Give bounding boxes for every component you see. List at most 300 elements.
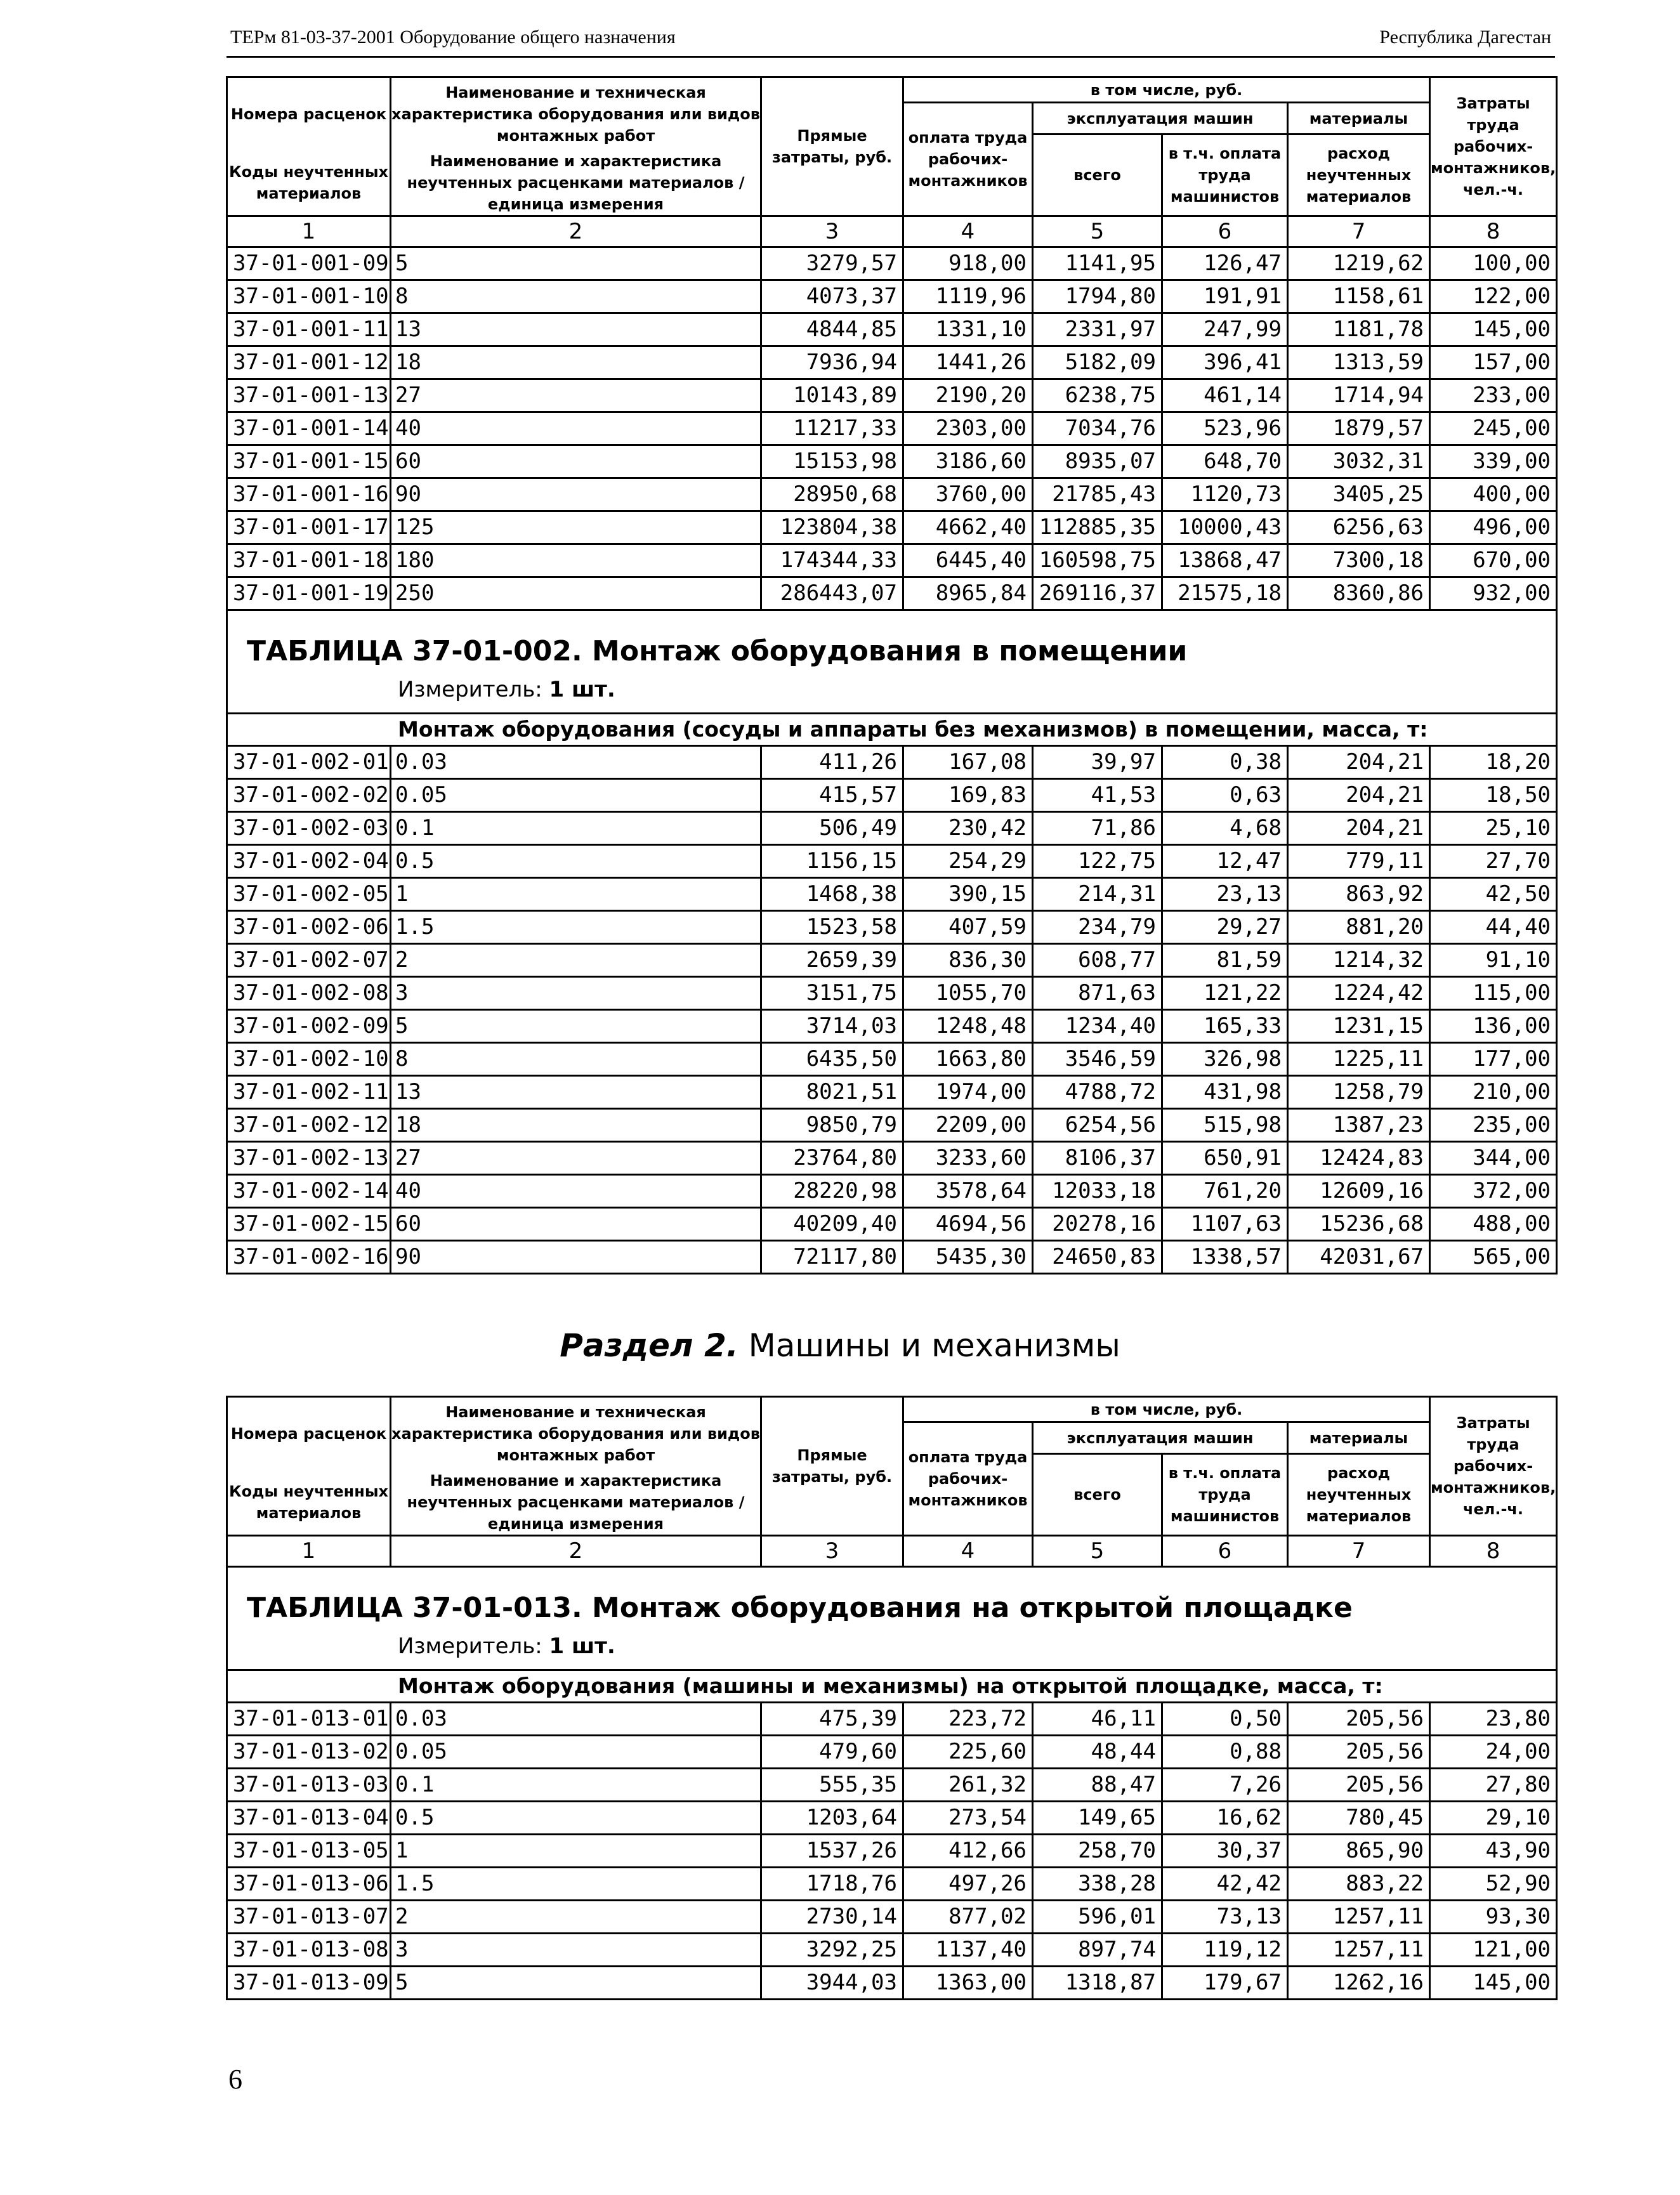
cell-direct-costs: 411,26 (761, 745, 903, 778)
cell-machines-total: 149,65 (1033, 1801, 1162, 1834)
cell-labor-costs: 42,50 (1430, 877, 1557, 910)
cell-rate-name: 0.1 (391, 1768, 761, 1801)
cell-direct-costs: 1537,26 (761, 1834, 903, 1867)
table-row (227, 1900, 1557, 1933)
cell-direct-costs: 174344,33 (761, 544, 903, 577)
cell-materials: 1258,79 (1288, 1075, 1430, 1108)
cell-machinists-pay: 179,67 (1162, 1966, 1288, 1999)
cell-direct-costs: 2730,14 (761, 1900, 903, 1933)
col-labor-pay: оплата труда рабочих-монтажников (903, 103, 1033, 216)
table3-group-heading: Монтаж оборудования (машины и механизмы) на открытой площадке, масса, т: (227, 1670, 1557, 1702)
table-row (227, 445, 1557, 478)
cell-labor-costs: 18,20 (1430, 745, 1557, 778)
cell-labor-costs: 400,00 (1430, 478, 1557, 511)
cell-labor-pay: 918,00 (903, 247, 1033, 280)
cell-rate-name: 1 (391, 877, 761, 910)
cell-machines-total: 338,28 (1033, 1867, 1162, 1900)
cell-direct-costs: 10143,89 (761, 379, 903, 412)
cell-materials: 1224,42 (1288, 976, 1430, 1009)
cell-labor-pay: 1119,96 (903, 280, 1033, 313)
col-num-4: 4 (903, 1535, 1033, 1566)
table-row (227, 1207, 1557, 1240)
cell-rate-name: 0.05 (391, 778, 761, 811)
cell-machinists-pay: 515,98 (1162, 1108, 1288, 1141)
col-num-8: 8 (1430, 216, 1557, 247)
cell-rate-name: 0.1 (391, 811, 761, 844)
col-num-1: 1 (227, 1535, 391, 1566)
cell-machinists-pay: 21575,18 (1162, 577, 1288, 610)
col-num-7: 7 (1288, 1535, 1430, 1566)
cell-rate-code: 37-01-013-03 (227, 1768, 391, 1801)
cell-labor-costs: 121,00 (1430, 1933, 1557, 1966)
table-row (227, 511, 1557, 544)
cell-materials: 1313,59 (1288, 346, 1430, 379)
cell-rate-code: 37-01-001-19 (227, 577, 391, 610)
cell-materials: 1231,15 (1288, 1009, 1430, 1042)
unit-label: Измеритель: (398, 1633, 542, 1659)
cell-machines-total: 21785,43 (1033, 478, 1162, 511)
cell-materials: 204,21 (1288, 745, 1430, 778)
cell-materials: 1225,11 (1288, 1042, 1430, 1075)
cell-direct-costs: 415,57 (761, 778, 903, 811)
cell-direct-costs: 7936,94 (761, 346, 903, 379)
table-row (227, 478, 1557, 511)
cell-direct-costs: 1468,38 (761, 877, 903, 910)
table-row (227, 844, 1557, 877)
cell-rate-code: 37-01-002-07 (227, 943, 391, 976)
cell-machines-total: 2331,97 (1033, 313, 1162, 346)
cell-rate-code: 37-01-001-15 (227, 445, 391, 478)
col-num-7: 7 (1288, 216, 1430, 247)
table-row (227, 1768, 1557, 1801)
table1-body (227, 247, 1557, 610)
cell-labor-costs: 18,50 (1430, 778, 1557, 811)
cell-direct-costs: 2659,39 (761, 943, 903, 976)
cell-machines-total: 41,53 (1033, 778, 1162, 811)
cell-labor-pay: 2190,20 (903, 379, 1033, 412)
col-num-5: 5 (1033, 216, 1162, 247)
cell-labor-costs: 157,00 (1430, 346, 1557, 379)
cell-machinists-pay: 650,91 (1162, 1141, 1288, 1174)
cell-direct-costs: 3714,03 (761, 1009, 903, 1042)
col-direct-costs: Прямые затраты, руб. (761, 1397, 903, 1536)
cell-rate-name: 250 (391, 577, 761, 610)
table-row (227, 1801, 1557, 1834)
table-row (227, 280, 1557, 313)
cell-materials: 1257,11 (1288, 1900, 1430, 1933)
cell-rate-code: 37-01-002-12 (227, 1108, 391, 1141)
cell-rate-name: 90 (391, 1240, 761, 1273)
cell-labor-costs: 44,40 (1430, 910, 1557, 943)
cell-direct-costs: 11217,33 (761, 412, 903, 445)
cell-materials: 780,45 (1288, 1801, 1430, 1834)
cell-rate-code: 37-01-002-09 (227, 1009, 391, 1042)
table3-title: ТАБЛИЦА 37-01-013. Монтаж оборудования на открытой площадке (247, 1591, 1353, 1624)
col-num-3: 3 (761, 1535, 903, 1566)
cell-materials: 42031,67 (1288, 1240, 1430, 1273)
table2-body (227, 745, 1557, 1273)
cell-labor-costs: 145,00 (1430, 313, 1557, 346)
cell-machines-total: 214,31 (1033, 877, 1162, 910)
cell-direct-costs: 8021,51 (761, 1075, 903, 1108)
cell-labor-costs: 210,00 (1430, 1075, 1557, 1108)
cell-labor-pay: 1248,48 (903, 1009, 1033, 1042)
cell-rate-code: 37-01-013-07 (227, 1900, 391, 1933)
col-unaccounted-materials: расход неучтенных материалов (1288, 134, 1430, 216)
cell-rate-code: 37-01-002-06 (227, 910, 391, 943)
cell-materials: 12424,83 (1288, 1141, 1430, 1174)
table-row (227, 1702, 1557, 1735)
cell-machinists-pay: 126,47 (1162, 247, 1288, 280)
col-num-8: 8 (1430, 1535, 1557, 1566)
cell-labor-pay: 1055,70 (903, 976, 1033, 1009)
cell-labor-pay: 412,66 (903, 1834, 1033, 1867)
cell-rate-code: 37-01-002-13 (227, 1141, 391, 1174)
cell-machinists-pay: 73,13 (1162, 1900, 1288, 1933)
cell-machinists-pay: 0,88 (1162, 1735, 1288, 1768)
cell-labor-pay: 497,26 (903, 1867, 1033, 1900)
cell-labor-costs: 100,00 (1430, 247, 1557, 280)
col-labor-costs: Затраты труда рабочих-монтажников, чел.-ч. (1430, 77, 1557, 216)
cell-labor-costs: 43,90 (1430, 1834, 1557, 1867)
cell-direct-costs: 1523,58 (761, 910, 903, 943)
cell-rate-name: 13 (391, 1075, 761, 1108)
cell-machinists-pay: 119,12 (1162, 1933, 1288, 1966)
cell-labor-pay: 261,32 (903, 1768, 1033, 1801)
cell-materials: 205,56 (1288, 1702, 1430, 1735)
cell-machines-total: 8106,37 (1033, 1141, 1162, 1174)
col-machinists-pay: в т.ч. оплата труда машинистов (1162, 134, 1288, 216)
cell-labor-costs: 52,90 (1430, 1867, 1557, 1900)
table3-unit (398, 1634, 615, 1659)
cell-rate-code: 37-01-013-04 (227, 1801, 391, 1834)
cell-labor-pay: 6445,40 (903, 544, 1033, 577)
cell-machinists-pay: 13868,47 (1162, 544, 1288, 577)
cell-labor-pay: 1363,00 (903, 1966, 1033, 1999)
cell-rate-name: 90 (391, 478, 761, 511)
cell-labor-pay: 1663,80 (903, 1042, 1033, 1075)
table-row (227, 745, 1557, 778)
table-row (227, 1075, 1557, 1108)
cell-labor-pay: 3233,60 (903, 1141, 1033, 1174)
cell-direct-costs: 28220,98 (761, 1174, 903, 1207)
cell-machines-total: 39,97 (1033, 745, 1162, 778)
cell-machinists-pay: 121,22 (1162, 976, 1288, 1009)
cell-labor-costs: 91,10 (1430, 943, 1557, 976)
cell-rate-name: 0.03 (391, 1702, 761, 1735)
cell-rate-code: 37-01-001-10 (227, 280, 391, 313)
cell-labor-costs: 136,00 (1430, 1009, 1557, 1042)
cell-direct-costs: 15153,98 (761, 445, 903, 478)
cell-labor-pay: 254,29 (903, 844, 1033, 877)
col-name-bottom: Наименование и характеристика неучтенных расценками материалов / единица измерения (391, 1470, 761, 1536)
cell-direct-costs: 23764,80 (761, 1141, 903, 1174)
table-row (227, 910, 1557, 943)
col-machines-total: всего (1033, 134, 1162, 216)
page-number: 6 (228, 2064, 242, 2095)
cell-materials: 1181,78 (1288, 313, 1430, 346)
table-row (227, 976, 1557, 1009)
cell-machinists-pay: 12,47 (1162, 844, 1288, 877)
cell-direct-costs: 9850,79 (761, 1108, 903, 1141)
section-label: Раздел 2. (560, 1327, 738, 1364)
cell-machines-total: 48,44 (1033, 1735, 1162, 1768)
cell-direct-costs: 123804,38 (761, 511, 903, 544)
cell-machines-total: 608,77 (1033, 943, 1162, 976)
col-num-4: 4 (903, 216, 1033, 247)
table-row (227, 877, 1557, 910)
cell-rate-code: 37-01-013-06 (227, 1867, 391, 1900)
cell-machines-total: 122,75 (1033, 844, 1162, 877)
cell-machinists-pay: 0,63 (1162, 778, 1288, 811)
cell-machinists-pay: 1107,63 (1162, 1207, 1288, 1240)
cell-machinists-pay: 16,62 (1162, 1801, 1288, 1834)
cell-labor-pay: 273,54 (903, 1801, 1033, 1834)
cell-rate-code: 37-01-013-01 (227, 1702, 391, 1735)
cell-machinists-pay: 761,20 (1162, 1174, 1288, 1207)
cell-rate-code: 37-01-002-05 (227, 877, 391, 910)
col-labor-pay: оплата труда рабочих-монтажников (903, 1422, 1033, 1536)
region-name: Республика Дагестан (1379, 27, 1551, 48)
cell-direct-costs: 28950,68 (761, 478, 903, 511)
table-row (227, 943, 1557, 976)
cell-materials: 3405,25 (1288, 478, 1430, 511)
cell-labor-pay: 8965,84 (903, 577, 1033, 610)
cell-direct-costs: 4073,37 (761, 280, 903, 313)
cell-machines-total: 8935,07 (1033, 445, 1162, 478)
cell-rate-code: 37-01-001-14 (227, 412, 391, 445)
cell-rate-name: 0.05 (391, 1735, 761, 1768)
table-row (227, 313, 1557, 346)
cell-materials: 1214,32 (1288, 943, 1430, 976)
cell-machines-total: 20278,16 (1033, 1207, 1162, 1240)
cell-rate-name: 0.5 (391, 844, 761, 877)
cell-machinists-pay: 1120,73 (1162, 478, 1288, 511)
cell-rate-code: 37-01-001-13 (227, 379, 391, 412)
cell-machines-total: 1318,87 (1033, 1966, 1162, 1999)
cell-materials: 205,56 (1288, 1735, 1430, 1768)
col-machines: эксплуатация машин (1033, 103, 1288, 134)
col-num-6: 6 (1162, 216, 1288, 247)
unit-value: 1 шт. (549, 676, 615, 702)
table-row (227, 1966, 1557, 1999)
cell-rate-code: 37-01-013-02 (227, 1735, 391, 1768)
col-num-1: 1 (227, 216, 391, 247)
cell-rate-name: 40 (391, 1174, 761, 1207)
cell-rate-code: 37-01-001-09 (227, 247, 391, 280)
table-row (227, 811, 1557, 844)
col-including: в том числе, руб. (903, 77, 1430, 103)
cell-materials: 7300,18 (1288, 544, 1430, 577)
cell-rate-code: 37-01-002-15 (227, 1207, 391, 1240)
cell-machinists-pay: 431,98 (1162, 1075, 1288, 1108)
col-machinists-pay: в т.ч. оплата труда машинистов (1162, 1454, 1288, 1536)
cell-rate-code: 37-01-001-16 (227, 478, 391, 511)
cell-labor-costs: 93,30 (1430, 1900, 1557, 1933)
cell-machinists-pay: 0,38 (1162, 745, 1288, 778)
cell-rate-name: 2 (391, 1900, 761, 1933)
cell-machines-total: 596,01 (1033, 1900, 1162, 1933)
cell-materials: 1387,23 (1288, 1108, 1430, 1141)
cell-materials: 205,56 (1288, 1768, 1430, 1801)
cell-rate-name: 1.5 (391, 1867, 761, 1900)
cell-materials: 863,92 (1288, 877, 1430, 910)
cell-direct-costs: 40209,40 (761, 1207, 903, 1240)
cell-rate-name: 27 (391, 379, 761, 412)
cell-rate-code: 37-01-002-10 (227, 1042, 391, 1075)
cell-rate-name: 18 (391, 346, 761, 379)
cell-machines-total: 897,74 (1033, 1933, 1162, 1966)
table2-title-block (227, 610, 1557, 713)
col-unaccounted-materials: расход неучтенных материалов (1288, 1454, 1430, 1536)
cell-machinists-pay: 0,50 (1162, 1702, 1288, 1735)
cell-labor-pay: 167,08 (903, 745, 1033, 778)
cell-labor-pay: 4694,56 (903, 1207, 1033, 1240)
unit-label: Измеритель: (398, 676, 542, 702)
cell-machinists-pay: 81,59 (1162, 943, 1288, 976)
cell-machines-total: 46,11 (1033, 1702, 1162, 1735)
cell-materials: 881,20 (1288, 910, 1430, 943)
cell-machines-total: 160598,75 (1033, 544, 1162, 577)
table2-title: ТАБЛИЦА 37-01-002. Монтаж оборудования в помещении (247, 634, 1188, 667)
table-row (227, 412, 1557, 445)
cell-machinists-pay: 23,13 (1162, 877, 1288, 910)
cell-materials: 1158,61 (1288, 280, 1430, 313)
cell-labor-costs: 670,00 (1430, 544, 1557, 577)
cell-machinists-pay: 523,96 (1162, 412, 1288, 445)
table3-title-block (227, 1566, 1557, 1670)
col-including: в том числе, руб. (903, 1397, 1430, 1422)
cell-direct-costs: 286443,07 (761, 577, 903, 610)
table3-body (227, 1702, 1557, 1999)
cell-machines-total: 5182,09 (1033, 346, 1162, 379)
cell-labor-costs: 145,00 (1430, 1966, 1557, 1999)
cell-materials: 8360,86 (1288, 577, 1430, 610)
cell-labor-pay: 1137,40 (903, 1933, 1033, 1966)
table-row (227, 1867, 1557, 1900)
cell-rate-name: 27 (391, 1141, 761, 1174)
cell-labor-costs: 25,10 (1430, 811, 1557, 844)
column-numbers-row (227, 216, 1557, 247)
cell-machines-total: 112885,35 (1033, 511, 1162, 544)
cell-rate-code: 37-01-002-14 (227, 1174, 391, 1207)
cell-rate-name: 0.03 (391, 745, 761, 778)
cell-labor-costs: 245,00 (1430, 412, 1557, 445)
running-header (226, 23, 1555, 58)
cell-machines-total: 12033,18 (1033, 1174, 1162, 1207)
rates-table-37-01-001 (226, 76, 1558, 1274)
cell-materials: 779,11 (1288, 844, 1430, 877)
col-num-2: 2 (391, 216, 761, 247)
cell-rate-code: 37-01-001-12 (227, 346, 391, 379)
col-num-2: 2 (391, 1535, 761, 1566)
cell-materials: 6256,63 (1288, 511, 1430, 544)
cell-rate-code: 37-01-002-04 (227, 844, 391, 877)
cell-rate-name: 3 (391, 1933, 761, 1966)
cell-materials: 1879,57 (1288, 412, 1430, 445)
cell-labor-pay: 1331,10 (903, 313, 1033, 346)
cell-machinists-pay: 29,27 (1162, 910, 1288, 943)
cell-materials: 883,22 (1288, 1867, 1430, 1900)
document-title: ТЕРм 81-03-37-2001 Оборудование общего назначения (230, 27, 676, 48)
cell-machinists-pay: 247,99 (1162, 313, 1288, 346)
cell-machinists-pay: 326,98 (1162, 1042, 1288, 1075)
cell-labor-pay: 5435,30 (903, 1240, 1033, 1273)
table-row (227, 1933, 1557, 1966)
cell-direct-costs: 3151,75 (761, 976, 903, 1009)
cell-labor-costs: 496,00 (1430, 511, 1557, 544)
cell-direct-costs: 72117,80 (761, 1240, 903, 1273)
cell-machines-total: 3546,59 (1033, 1042, 1162, 1075)
cell-rate-name: 2 (391, 943, 761, 976)
table-row (227, 1108, 1557, 1141)
table-row (227, 778, 1557, 811)
cell-machinists-pay: 165,33 (1162, 1009, 1288, 1042)
col-num-5: 5 (1033, 1535, 1162, 1566)
cell-rate-code: 37-01-002-16 (227, 1240, 391, 1273)
cell-rate-code: 37-01-013-05 (227, 1834, 391, 1867)
cell-rate-name: 5 (391, 247, 761, 280)
cell-rate-code: 37-01-013-08 (227, 1933, 391, 1966)
cell-materials: 865,90 (1288, 1834, 1430, 1867)
cell-rate-name: 180 (391, 544, 761, 577)
column-numbers-row (227, 1535, 1557, 1566)
cell-labor-pay: 230,42 (903, 811, 1033, 844)
unit-value: 1 шт. (549, 1633, 615, 1659)
cell-labor-costs: 29,10 (1430, 1801, 1557, 1834)
cell-labor-costs: 122,00 (1430, 280, 1557, 313)
section-title: Машины и механизмы (748, 1327, 1120, 1364)
cell-labor-pay: 3760,00 (903, 478, 1033, 511)
cell-materials: 1262,16 (1288, 1966, 1430, 1999)
cell-machinists-pay: 396,41 (1162, 346, 1288, 379)
col-material-codes: Коды неучтенных материалов (227, 150, 391, 216)
cell-labor-costs: 932,00 (1430, 577, 1557, 610)
col-material-codes: Коды неучтенных материалов (227, 1470, 391, 1536)
table-row (227, 1141, 1557, 1174)
col-num-3: 3 (761, 216, 903, 247)
cell-materials: 12609,16 (1288, 1174, 1430, 1207)
cell-labor-pay: 223,72 (903, 1702, 1033, 1735)
cell-machinists-pay: 7,26 (1162, 1768, 1288, 1801)
cell-machinists-pay: 42,42 (1162, 1867, 1288, 1900)
table2-unit (398, 677, 615, 702)
cell-machines-total: 1234,40 (1033, 1009, 1162, 1042)
cell-labor-pay: 836,30 (903, 943, 1033, 976)
cell-rate-name: 60 (391, 445, 761, 478)
cell-direct-costs: 6435,50 (761, 1042, 903, 1075)
col-materials: материалы (1288, 103, 1430, 134)
cell-machines-total: 234,79 (1033, 910, 1162, 943)
cell-rate-code: 37-01-002-11 (227, 1075, 391, 1108)
cell-direct-costs: 475,39 (761, 1702, 903, 1735)
cell-machines-total: 7034,76 (1033, 412, 1162, 445)
cell-machines-total: 71,86 (1033, 811, 1162, 844)
cell-rate-code: 37-01-001-17 (227, 511, 391, 544)
cell-rate-name: 125 (391, 511, 761, 544)
col-name-bottom: Наименование и характеристика неучтенных расценками материалов / единица измерения (391, 150, 761, 216)
cell-machinists-pay: 648,70 (1162, 445, 1288, 478)
cell-labor-costs: 488,00 (1430, 1207, 1557, 1240)
cell-labor-costs: 27,80 (1430, 1768, 1557, 1801)
cell-rate-code: 37-01-002-03 (227, 811, 391, 844)
cell-machinists-pay: 1338,57 (1162, 1240, 1288, 1273)
cell-labor-pay: 2209,00 (903, 1108, 1033, 1141)
cell-labor-pay: 4662,40 (903, 511, 1033, 544)
cell-rate-code: 37-01-002-02 (227, 778, 391, 811)
cell-rate-name: 40 (391, 412, 761, 445)
table-row (227, 379, 1557, 412)
